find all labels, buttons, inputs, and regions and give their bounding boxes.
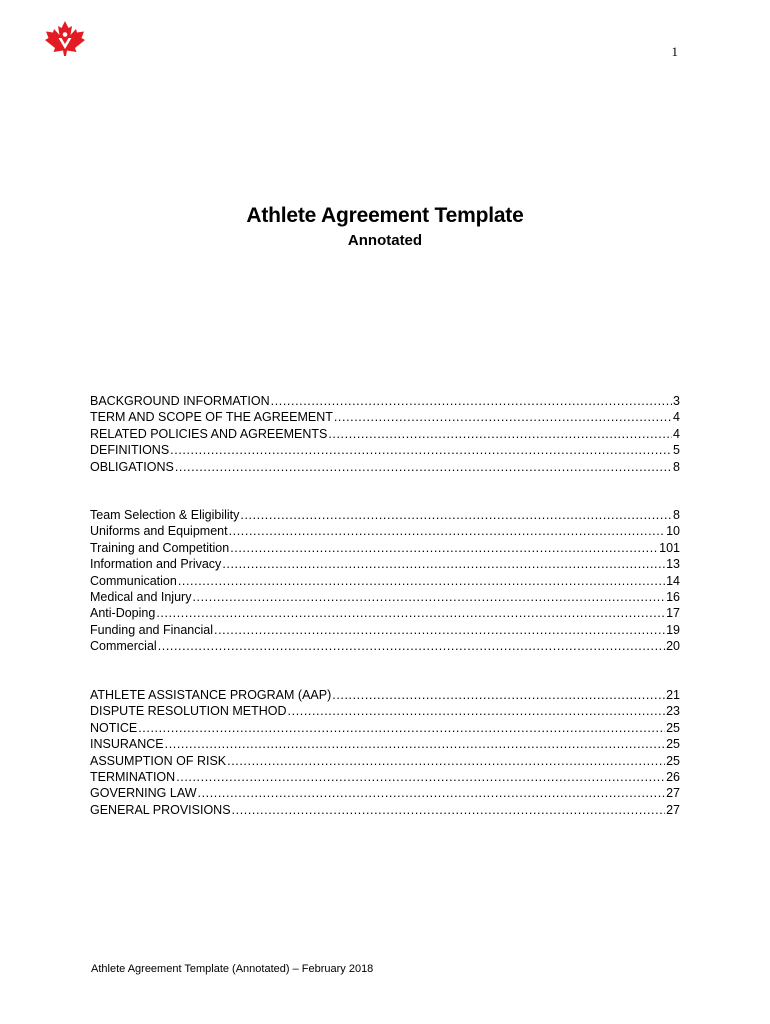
toc-dot-leader xyxy=(158,638,665,654)
toc-entry-page-number: 25 xyxy=(666,720,680,735)
toc-entry[interactable] xyxy=(90,507,680,523)
toc-entry[interactable] xyxy=(90,638,680,654)
toc-dot-leader xyxy=(332,687,665,703)
toc-entry-label: Commercial xyxy=(90,639,157,654)
toc-entry[interactable] xyxy=(90,459,680,475)
toc-dot-leader xyxy=(222,556,665,572)
toc-entry-page-number: 17 xyxy=(666,606,680,621)
toc-entry[interactable] xyxy=(90,589,680,605)
toc-entry-label: TERM AND SCOPE OF THE AGREEMENT xyxy=(90,410,333,425)
document-title: Athlete Agreement Template xyxy=(246,204,524,227)
toc-entry[interactable] xyxy=(90,785,680,801)
toc-dot-leader xyxy=(175,459,672,475)
toc-entry-label: Team Selection & Eligibility xyxy=(90,508,240,522)
toc-entry-page-number: 19 xyxy=(666,622,680,637)
toc-dot-leader xyxy=(198,785,666,801)
toc-entry[interactable] xyxy=(90,605,680,621)
toc-entry-label: ATHLETE ASSISTANCE PROGRAM (AAP) xyxy=(90,688,332,702)
toc-dot-leader xyxy=(214,622,665,638)
table-of-contents-main-sections xyxy=(90,393,680,475)
page-number: 1 xyxy=(671,44,678,59)
toc-entry-page-number: 3 xyxy=(673,394,680,408)
toc-entry-page-number: 8 xyxy=(673,459,680,474)
toc-entry-label: Communication xyxy=(90,573,177,588)
toc-dot-leader xyxy=(240,507,672,523)
toc-entry-page-number: 20 xyxy=(666,639,680,654)
toc-entry-page-number: 5 xyxy=(673,443,680,458)
toc-entry-page-number: 4 xyxy=(673,410,680,425)
toc-entry[interactable] xyxy=(90,802,680,818)
table-of-contents-closing-sections xyxy=(90,687,680,818)
table-of-contents-obligation-subsections xyxy=(90,507,680,655)
toc-entry-label: GENERAL PROVISIONS xyxy=(90,802,231,817)
toc-entry-label: Medical and Injury xyxy=(90,589,192,604)
toc-entry[interactable] xyxy=(90,753,680,769)
toc-entry-label: TERMINATION xyxy=(90,769,176,784)
toc-entry[interactable] xyxy=(90,393,680,409)
document-subtitle: Annotated xyxy=(347,232,423,249)
toc-entry-label: BACKGROUND INFORMATION xyxy=(90,394,270,408)
toc-dot-leader xyxy=(334,409,672,425)
toc-entry-page-number: 25 xyxy=(666,753,680,768)
toc-entry-label: NOTICE xyxy=(90,720,138,735)
toc-entry-label: INSURANCE xyxy=(90,737,164,752)
toc-entry[interactable] xyxy=(90,622,680,638)
toc-entry-label: Uniforms and Equipment xyxy=(90,524,228,539)
toc-entry-page-number: 27 xyxy=(666,802,680,817)
toc-entry[interactable] xyxy=(90,720,680,736)
toc-entry[interactable] xyxy=(90,769,680,785)
toc-entry-page-number: 10 xyxy=(666,524,680,539)
toc-dot-leader xyxy=(156,605,665,621)
toc-entry-label: RELATED POLICIES AND AGREEMENTS xyxy=(90,426,328,441)
toc-dot-leader xyxy=(170,442,672,458)
toc-dot-leader xyxy=(227,753,665,769)
toc-dot-leader xyxy=(165,736,665,752)
toc-entry-label: DEFINITIONS xyxy=(90,443,170,458)
toc-entry-label: ASSUMPTION OF RISK xyxy=(90,753,227,768)
toc-entry-page-number: 26 xyxy=(666,769,680,784)
toc-dot-leader xyxy=(232,802,666,818)
toc-dot-leader xyxy=(178,573,665,589)
toc-entry-page-number: 23 xyxy=(666,704,680,719)
toc-entry-page-number: 27 xyxy=(666,786,680,801)
toc-entry[interactable] xyxy=(90,736,680,752)
toc-entry-page-number: 101 xyxy=(659,540,680,555)
toc-entry[interactable] xyxy=(90,687,680,703)
toc-entry-page-number: 4 xyxy=(673,426,680,441)
toc-entry[interactable] xyxy=(90,523,680,539)
toc-entry[interactable] xyxy=(90,426,680,442)
page-footer: Athlete Agreement Template (Annotated) – February 2018 xyxy=(91,963,374,975)
toc-entry-page-number: 21 xyxy=(666,688,680,702)
toc-dot-leader xyxy=(271,393,672,409)
toc-dot-leader xyxy=(328,426,672,442)
maple-leaf-athlete-icon xyxy=(44,20,86,56)
toc-dot-leader xyxy=(288,703,666,719)
toc-entry-page-number: 25 xyxy=(666,737,680,752)
toc-entry[interactable] xyxy=(90,442,680,458)
toc-entry-page-number: 8 xyxy=(673,508,680,522)
toc-entry[interactable] xyxy=(90,703,680,719)
toc-entry-label: DISPUTE RESOLUTION METHOD xyxy=(90,704,287,719)
toc-entry-page-number: 16 xyxy=(666,589,680,604)
toc-dot-leader xyxy=(192,589,665,605)
toc-entry-page-number: 14 xyxy=(666,573,680,588)
toc-dot-leader xyxy=(230,540,658,556)
toc-entry-page-number: 13 xyxy=(666,557,680,572)
toc-entry-label: GOVERNING LAW xyxy=(90,786,197,801)
toc-entry-label: Funding and Financial xyxy=(90,622,213,637)
toc-entry[interactable] xyxy=(90,573,680,589)
toc-entry-label: OBLIGATIONS xyxy=(90,459,174,474)
toc-entry[interactable] xyxy=(90,540,680,556)
toc-entry[interactable] xyxy=(90,556,680,572)
toc-dot-leader xyxy=(138,720,665,736)
toc-entry[interactable] xyxy=(90,409,680,425)
toc-entry-label: Anti-Doping xyxy=(90,606,156,621)
toc-dot-leader xyxy=(229,523,666,539)
toc-entry-label: Training and Competition xyxy=(90,540,230,555)
toc-dot-leader xyxy=(176,769,665,785)
toc-entry-label: Information and Privacy xyxy=(90,557,222,572)
